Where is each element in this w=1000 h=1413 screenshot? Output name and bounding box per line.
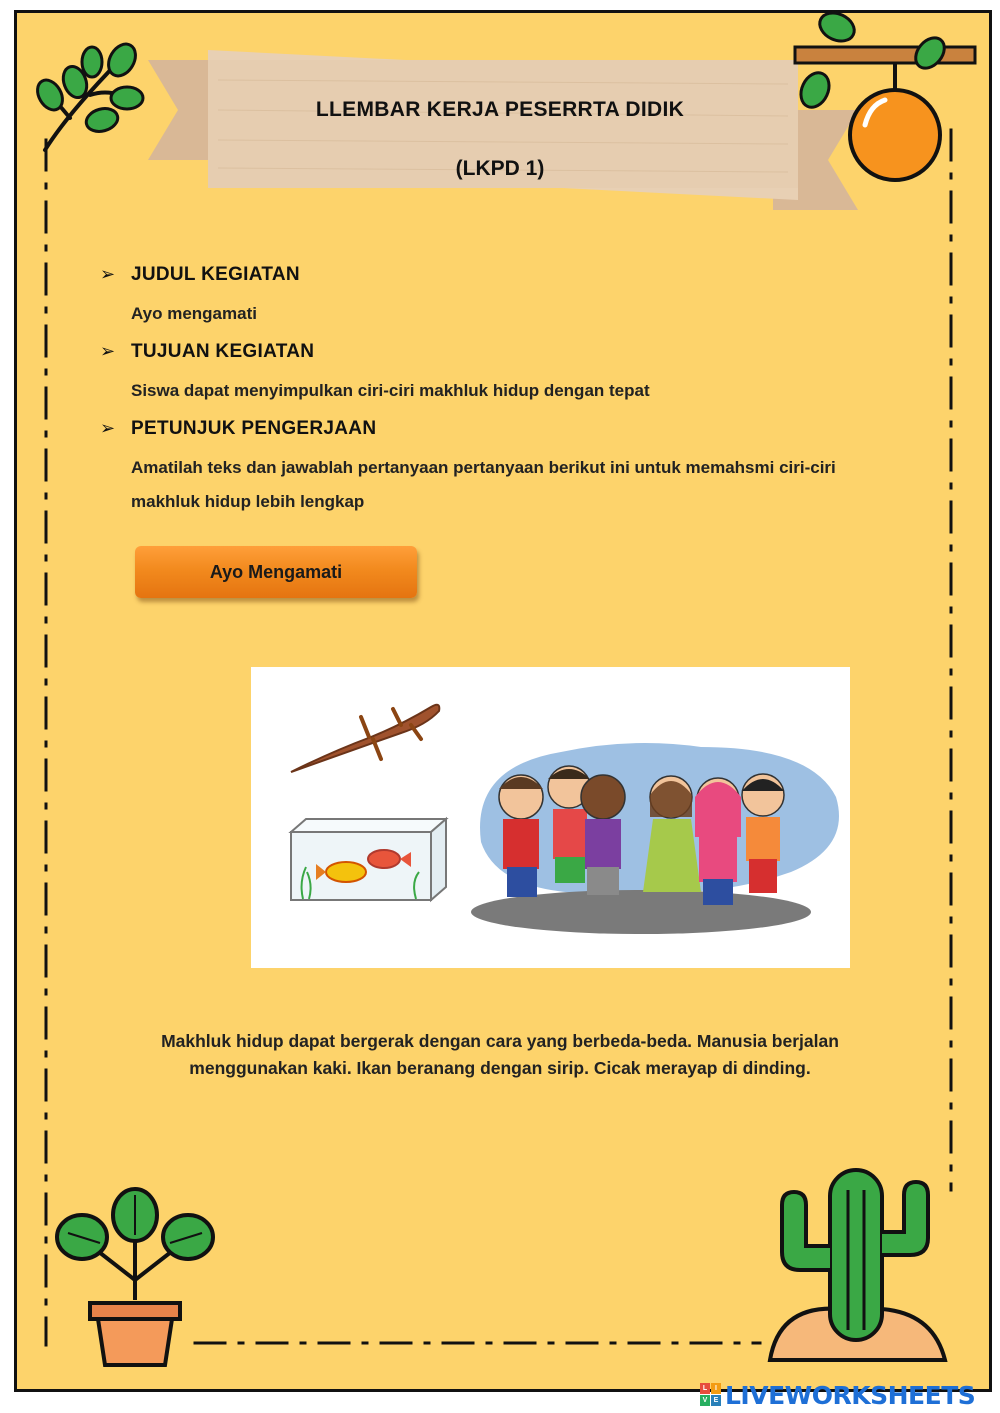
section-text-tujuan: Siswa dapat menyimpulkan ciri-ciri makhluk hidup dengan tepat — [131, 381, 650, 400]
caption-line-2: menggunakan kaki. Ikan beranang dengan sirip. Cicak merayap di dinding. — [189, 1058, 811, 1078]
walking-children-icon — [471, 743, 839, 934]
section-heading-tujuan: TUJUAN KEGIATAN — [131, 341, 315, 362]
section-text-judul: Ayo mengamati — [131, 304, 257, 323]
illustration-panel — [251, 667, 850, 968]
caption — [80, 1028, 920, 1082]
ayo-mengamati-button[interactable]: Ayo Mengamati — [135, 546, 417, 598]
fish-tank-icon — [291, 819, 446, 900]
orange-branch-icon — [785, 5, 985, 185]
potted-plant-icon — [50, 1185, 220, 1375]
leafy-branch-icon — [30, 40, 150, 160]
title-banner — [148, 50, 858, 210]
brand-mark-icon: L I V E — [700, 1383, 722, 1407]
section-heading-petunjuk: PETUNJUK PENGERJAAN — [131, 418, 377, 439]
page-title: LLEMBAR KERJA PESERRTA DIDIK — [315, 98, 685, 121]
bullet-arrow-icon: ➢ — [100, 264, 116, 284]
section-heading-judul: JUDUL KEGIATAN — [131, 264, 300, 285]
caption-line-1: Makhluk hidup dapat bergerak dengan cara yang berbeda-beda. Manusia berjalan — [161, 1031, 839, 1051]
page-subtitle: (LKPD 1) — [455, 157, 545, 180]
cactus-icon — [760, 1160, 960, 1370]
brand-text: LIVEWORKSHEETS — [725, 1380, 976, 1410]
brand-logo — [700, 1381, 975, 1409]
section-text-petunjuk: Amatilah teks dan jawablah pertanyaan pertanyaan berikut ini untuk memahsmi ciri-ciri makhluk hidup lebih lengkap — [131, 458, 836, 511]
gecko-icon — [291, 705, 439, 772]
bullet-arrow-icon: ➢ — [100, 418, 116, 438]
bullet-arrow-icon: ➢ — [100, 341, 116, 361]
